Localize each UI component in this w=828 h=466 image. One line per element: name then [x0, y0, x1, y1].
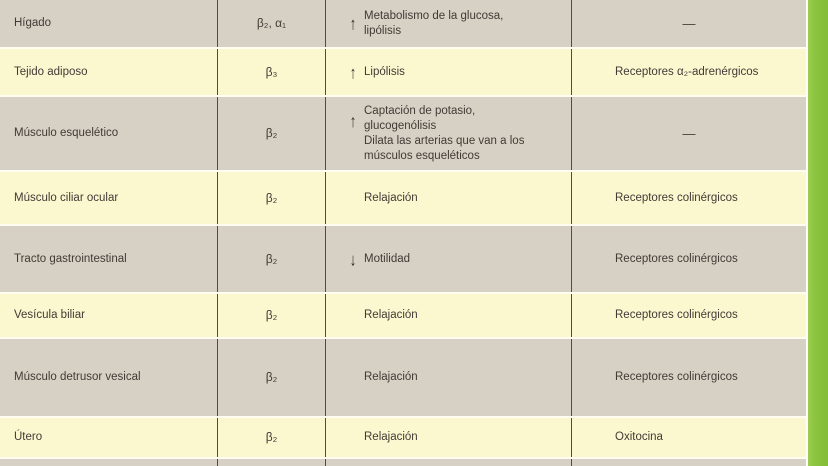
table-row	[0, 47, 806, 95]
effect-text	[364, 370, 418, 385]
up-arrow-icon: ↑	[349, 13, 357, 34]
receptor-label: β₂	[265, 370, 278, 384]
effect-cell	[326, 459, 572, 466]
organ-cell	[0, 97, 218, 170]
down-arrow-icon: ↓	[349, 248, 357, 270]
organ-cell	[0, 172, 218, 224]
effect-cell	[326, 49, 572, 95]
receptor-cell	[218, 172, 326, 224]
organ-label: Músculo ciliar ocular	[14, 191, 119, 204]
receptor-label: β₂, α₁	[256, 16, 287, 30]
table-row	[0, 0, 806, 47]
receptor-label: β₂	[265, 190, 278, 205]
table-row	[0, 292, 806, 337]
effect-line: Motilidad	[364, 252, 411, 265]
effect-cell	[326, 0, 572, 47]
effect-text	[364, 430, 418, 445]
organ-label: Vesícula biliar	[14, 309, 85, 321]
other-cell	[572, 226, 806, 292]
no-entry-dash: —	[682, 126, 696, 141]
table-row	[0, 337, 806, 416]
receptor-cell	[218, 226, 326, 292]
organ-cell	[0, 459, 218, 466]
receptor-label: β₂	[265, 308, 278, 322]
other-cell	[572, 0, 806, 47]
table-row	[0, 224, 806, 292]
table-row-partial	[0, 457, 806, 466]
effect-text	[364, 191, 418, 206]
effect-cell	[326, 226, 572, 292]
other-cell	[572, 459, 806, 466]
effect-cell	[326, 97, 572, 170]
receptor-cell	[218, 459, 326, 466]
effect-cell	[326, 294, 572, 337]
table-row	[0, 416, 806, 457]
other-cell	[572, 339, 806, 416]
receptor-label: β₂	[265, 251, 278, 266]
up-arrow-icon: ↑	[349, 61, 357, 83]
organ-cell	[0, 226, 218, 292]
receptor-cell	[218, 0, 326, 47]
organ-label: Hígado	[14, 17, 52, 29]
effect-line: Dilata las arterias que van a los	[364, 134, 525, 147]
effect-line: músculos esqueléticos	[364, 149, 480, 162]
effect-text	[364, 9, 503, 39]
effect-line: Relajación	[364, 371, 418, 383]
organ-cell	[0, 294, 218, 337]
receptor-label: β₃	[265, 64, 278, 79]
other-label: Oxitocina	[615, 431, 663, 443]
organ-label: Tejido adiposo	[14, 65, 88, 78]
no-entry-dash: —	[682, 16, 696, 31]
organ-label: Tracto gastrointestinal	[14, 252, 127, 265]
receptor-cell	[218, 97, 326, 170]
other-label: Receptores colinérgicos	[615, 252, 738, 265]
effect-text	[364, 104, 524, 164]
effect-cell	[326, 418, 572, 457]
effect-line: Metabolismo de la glucosa,	[364, 9, 504, 22]
organ-label: Músculo esquelético	[14, 127, 119, 139]
effect-line: Captación de potasio,	[364, 104, 476, 117]
other-label: Receptores colinérgicos	[615, 191, 738, 204]
other-cell	[572, 418, 806, 457]
receptor-cell	[218, 294, 326, 337]
effect-cell	[326, 172, 572, 224]
effect-line: Relajación	[364, 191, 418, 204]
receptor-cell	[218, 418, 326, 457]
receptor-cell	[218, 339, 326, 416]
organ-cell	[0, 49, 218, 95]
effect-line: Relajación	[364, 309, 418, 321]
receptor-label: β₂	[265, 430, 278, 444]
effect-text	[364, 252, 410, 267]
effect-text	[364, 308, 418, 323]
other-label: Receptores colinérgicos	[615, 371, 738, 383]
page-edge-green-bar	[808, 0, 828, 466]
table-row	[0, 95, 806, 170]
other-label: Receptores α₂-adrenérgicos	[615, 65, 759, 78]
organ-label: Músculo detrusor vesical	[14, 371, 141, 383]
up-arrow-icon: ↑	[349, 109, 357, 131]
effect-line: Relajación	[364, 431, 418, 443]
organ-label: Útero	[14, 431, 43, 443]
effect-line: Lipólisis	[364, 65, 405, 78]
other-cell	[572, 294, 806, 337]
effect-line: lipólisis	[364, 24, 402, 37]
other-cell	[572, 49, 806, 95]
organ-cell	[0, 339, 218, 416]
organ-cell	[0, 0, 218, 47]
effect-text	[364, 65, 405, 80]
table-row	[0, 170, 806, 224]
receptor-label: β₂	[265, 126, 278, 140]
other-cell	[572, 172, 806, 224]
other-cell	[572, 97, 806, 170]
effect-line: glucogenólisis	[364, 119, 437, 132]
receptor-cell	[218, 49, 326, 95]
effect-cell	[326, 339, 572, 416]
organ-cell	[0, 418, 218, 457]
other-label: Receptores colinérgicos	[615, 309, 738, 321]
